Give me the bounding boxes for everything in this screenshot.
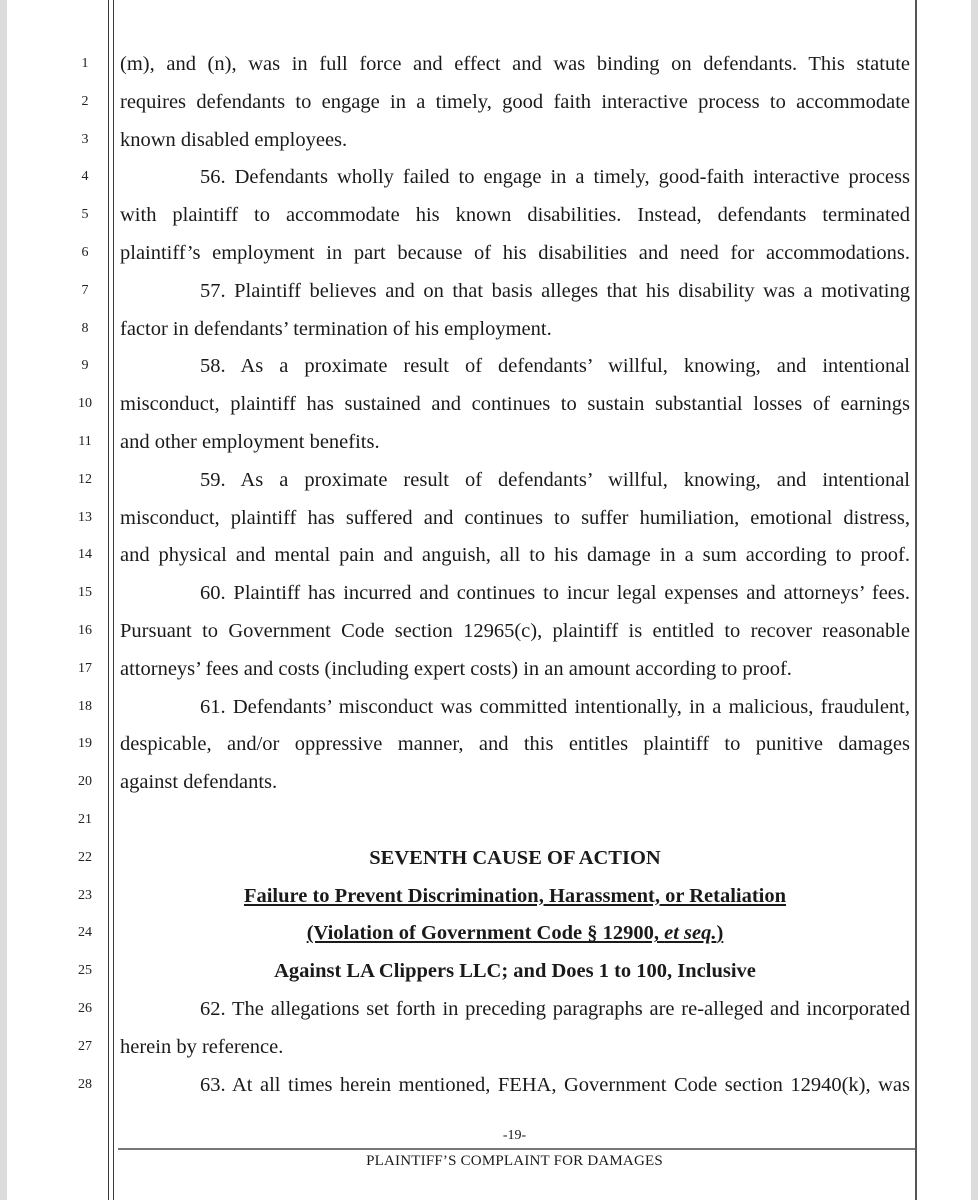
line-number: 21 — [78, 812, 92, 827]
line-number: 10 — [78, 396, 92, 412]
line-number: 24 — [78, 925, 92, 941]
left-margin-rule — [108, 0, 109, 1200]
paragraph-start-line: 56. Defendants wholly failed to engage in a timely, good-faith interactive process — [200, 166, 910, 189]
line-number: 3 — [81, 131, 89, 147]
line-number: 9 — [81, 358, 89, 374]
paragraph-start-line: 60. Plaintiff has incurred and continues to incur legal expenses and attorneys’ fees. — [200, 582, 910, 605]
line-number: 19 — [78, 736, 92, 752]
line-number: 18 — [78, 698, 92, 714]
line-number: 26 — [78, 1001, 92, 1016]
viewer-right-margin — [971, 0, 978, 1200]
line-number: 2 — [81, 93, 89, 109]
line-number: 20 — [78, 774, 92, 790]
body-text-line: attorneys’ fees and costs (including expert costs) in an amount according to proof. — [120, 657, 792, 680]
line-number: 5 — [81, 207, 89, 223]
line-number: 11 — [78, 434, 92, 449]
body-text-line: against defendants. — [120, 771, 278, 794]
footer-title: PLAINTIFF’S COMPLAINT FOR DAMAGES — [366, 1153, 663, 1169]
line-number: 22 — [78, 849, 92, 865]
footer-divider — [118, 1148, 915, 1150]
line-number: 8 — [81, 320, 89, 336]
line-number: 17 — [78, 660, 92, 676]
line-number: 25 — [78, 963, 92, 979]
body-text-line: plaintiff’s employment in part because of his disabilities and need for accommodations. — [120, 242, 910, 264]
body-text-line: misconduct, plaintiff has suffered and continues to suffer humiliation, emotional distress, — [120, 506, 910, 529]
body-text-line: requires defendants to engage in a timely, good faith interactive process to accommodate — [120, 90, 910, 113]
body-text-line: misconduct, plaintiff has sustained and continues to sustain substantial losses of earnings — [120, 393, 910, 416]
line-number: 7 — [81, 282, 89, 298]
paragraph-start-line: 61. Defendants’ misconduct was committed intentionally, in a malicious, fraudulent, — [200, 695, 910, 718]
cause-of-action-heading: SEVENTH CAUSE OF ACTION — [369, 846, 661, 869]
body-text-line: Pursuant to Government Code section 12965(c), plaintiff is entitled to recover reasonable — [120, 620, 910, 642]
body-text-line: herein by reference. — [120, 1035, 284, 1058]
heading-text — [307, 922, 724, 944]
line-number: 12 — [78, 471, 92, 487]
line-number: 6 — [81, 245, 89, 260]
body-text-line: with plaintiff to accommodate his known disabilities. Instead, defendants terminated — [120, 204, 910, 227]
heading-text-part: (Violation of Government Code § 12900, — [306, 922, 665, 945]
body-text-line: and other employment benefits. — [120, 431, 380, 453]
right-margin-rule — [915, 0, 917, 1200]
line-number: 15 — [78, 585, 92, 601]
body-text-line: factor in defendants’ termination of his employment. — [120, 317, 552, 340]
paragraph-start-line: 62. The allegations set forth in preceding paragraphs are re-alleged and incorporated — [200, 998, 910, 1020]
line-number: 13 — [78, 509, 92, 525]
page-number: -19- — [502, 1128, 527, 1143]
line-number: 4 — [81, 169, 89, 185]
heading-italic-text: et seq. — [664, 922, 717, 945]
cause-of-action-subheading — [120, 921, 910, 945]
paragraph-start-line: 63. At all times herein mentioned, FEHA, Government Code section 12940(k), was — [200, 1073, 910, 1096]
line-number: 23 — [78, 887, 92, 903]
paragraph-start-line: 57. Plaintiff believes and on that basis alleges that his disability was a motivating — [200, 279, 910, 302]
line-number: 14 — [78, 547, 92, 563]
paragraph-start-line: 59. As a proximate result of defendants’ willful, knowing, and intentional — [200, 468, 910, 491]
body-text-line: known disabled employees. — [120, 128, 348, 151]
body-text-line: and physical and mental pain and anguish, all to his damage in a sum according to proof. — [120, 544, 910, 567]
line-number: 16 — [78, 623, 92, 638]
line-number: 28 — [78, 1076, 92, 1092]
body-text-line: (m), and (n), was in full force and effect and was binding on defendants. This statute — [120, 53, 910, 75]
cause-of-action-subheading — [120, 884, 910, 908]
viewer-left-margin — [0, 0, 7, 1200]
body-text-line: despicable, and/or oppressive manner, and this entitles plaintiff to punitive damages — [120, 733, 910, 756]
left-margin-rule-inner — [113, 0, 114, 1200]
line-number: 1 — [81, 56, 89, 71]
heading-text: Failure to Prevent Discrimination, Harassment, or Retaliation — [243, 884, 787, 907]
cause-of-action-subheading: Against LA Clippers LLC; and Does 1 to 100, Inclusive — [274, 960, 756, 983]
heading-text-part: ) — [716, 922, 724, 945]
paragraph-start-line: 58. As a proximate result of defendants’ willful, knowing, and intentional — [200, 355, 910, 378]
line-number: 27 — [78, 1038, 92, 1054]
